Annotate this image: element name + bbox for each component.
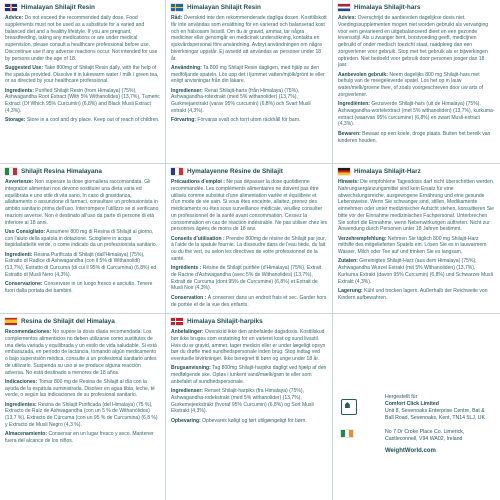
advice-paragraph [5, 15, 160, 62]
storage-paragraph [171, 418, 327, 425]
storage-paragraph [338, 131, 495, 145]
usage-text: Neem dagelijks 800 mg Shilajit-hars met behulp van de meegeleverde spatel. Los het op in lauw water/melk/groene thee, of zoals voorgeschreven door uw arts of zorgverlener. [338, 71, 484, 98]
ingredients-label: Ingrediënten: [338, 101, 370, 108]
panel-title: Hymalayenne Résine de Shilajit [187, 168, 283, 175]
storage-text: Kühl und trocken lagern. Außerhalb der Reichweite von Kindern aufbewahren. [338, 288, 488, 301]
panel-title: Himalaya Shilajit-Harz [354, 168, 421, 175]
panel-header [338, 167, 495, 176]
ingredients-text: Resina Purificata di Shilajit (dall'Himalaya) (75%), Estratto di Radice di Ashwagandha (con il 5% di Withanolidi) (13,7%), Estratto di Curcuma (di cui il 95% di Curcumina) (6,8%) ed Estratto di Musli Nero (4,3%). [5, 251, 157, 278]
advice-label: Avvertenze: [5, 179, 34, 185]
storage-text: Förvaras svalt och torrt utom räckhåll för barn. [195, 117, 301, 124]
ireland-address-row [341, 429, 494, 443]
usage-label: Uso Consigliato: [5, 228, 46, 235]
panel-header [338, 3, 495, 12]
usage-label: Verzehrempfehlung: [338, 235, 387, 242]
advice-label: Recomendaciones: [5, 329, 52, 335]
advice-text: Overschrijd de aanbevolen dagelijkse dosis niet. Voedingssupplementen mogen niet worden gebruikt als vervanging voor een gevarieerd en uitgebalanceerd dieet en een gezonde levensstijl. Als u zwanger bent, borstvoeding geeft, medicijnen gebruikt of onder medisch toezicht staat, raadpleeg dan een zorgverlener voor gebruik. Stop met het gebruik als er bijwerkingen optreden. Niet bedoeld voor gebruik door personen jonger dan 18 jaar. [338, 15, 489, 69]
advice-text: Die empfohlene Tagesdosis darf nicht überschritten werden. Nahrungsergänzungsmittel sind kein Ersatz für eine abwechslungsreiche, ausgewogene Ernährung und eine gesunde Lebensweise. Wenn Sie schwanger sind, stillen, Medikamente einnehmen oder unter medizinischer Aufsicht stehen, konsultieren Sie bitte vor der Einnahme medizinisches Fachpersonal. Unterbrechen Sie sofort die Einnahme, wenn Nebenwirkungen auftreten. Nicht zur Anwendung durch Personen unter 18 Jahren bestimmt. [338, 179, 495, 233]
advice-label: Advice: [5, 15, 24, 21]
panel-header [171, 167, 327, 176]
panel-body [171, 179, 327, 308]
ingredients-label: Ingredienser: [171, 388, 203, 395]
advice-paragraph [171, 15, 327, 62]
ingredients-label: Ingredientes: [5, 401, 37, 408]
storage-label: Storage: [5, 117, 26, 124]
ingredients-text: Renset Shilajit-harpiks (fra Himalaya) (75%), Ashwagandha-rodekstrakt (med 5% withanolider) (13,7%), Gurkemejeekstrakt (hvoraf 95% Curcumin) (6,8%) og Sort Musli Ekstrakt (4,3%). [171, 388, 314, 415]
panel-body [5, 15, 160, 124]
ireland-flag-icon [341, 430, 353, 437]
storage-label: Conservazione: [5, 281, 43, 288]
panel-title: Resina de Shilajit del Himalaya [21, 318, 115, 325]
usage-paragraph [5, 229, 160, 249]
france-flag-icon [171, 168, 183, 175]
company-name [385, 401, 494, 408]
usage-paragraph [5, 65, 160, 85]
usage-paragraph [171, 236, 327, 263]
usage-label: Indicaciones: [5, 378, 38, 385]
advice-text: No supere la dosis diaria recomendada. Los complementos alimenticios no deben utilizarse como sustitutos de una dieta variada y equilibrada y un estilo de vida saludable. Si está embarazada, en período de lactancia, tomando algún medicamento o bajo supervisión médica, consulte a un profesional sanitario antes de utilizarlo. Suspenda su uso si se produce alguna reacción adversa. No está destinado a menores de 18 años. [5, 329, 157, 376]
panel-body [5, 179, 160, 295]
panel-body [5, 329, 160, 445]
panel-french [166, 164, 333, 314]
italy-flag-icon [5, 168, 17, 175]
advice-paragraph [338, 179, 495, 233]
uk-flag-icon [5, 4, 17, 11]
usage-label: Användning: [171, 64, 202, 71]
manufacturer-info [385, 394, 494, 422]
storage-paragraph [5, 281, 160, 295]
company-name-text: Comfort Click Limited [385, 400, 439, 407]
ingredients-text: Renat Shilajit-harts (från Himalaya) (75%), Ashwagandha-rotextrakt (med 5% withanolider) (13,7%), Gurkmejaextrakt (varav 95% curcumin) (6,8%) och Svart Musli extrakt (4,3%). [171, 87, 311, 114]
storage-label: Almacenamiento: [5, 431, 48, 438]
panel-body [171, 15, 327, 124]
ingredients-label: Ingrédients : [171, 265, 202, 272]
panel-dutch [333, 0, 500, 164]
germany-flag-icon [338, 168, 350, 175]
ingredients-paragraph [171, 265, 327, 292]
usage-paragraph [338, 236, 495, 256]
panel-italian [0, 164, 166, 314]
usage-text: Ta 800 mg Shilajit Resin dagligen, med hjälp av den medföljande spateln. Lös upp det i ljummet vatten/mjölk/grönt te eller enligt anvisningar från din läkare. [171, 64, 325, 85]
advice-paragraph [171, 179, 327, 233]
panel-english [0, 0, 166, 164]
storage-label: Conservation : [171, 294, 207, 301]
panel-title: Himalayan Shilajit Resin [21, 4, 95, 11]
advice-text: Overskrid ikke den anbefalede dagsdosis. Kosttilskud bør ikke bruges som erstatning for en varieret kost og sund livsstil. Hvis du er gravid, ammer, tager medicin eller er under lægeligt opsyn bør du drøfte med sundhedspersonale inden brug. Stop indtag ved eventuelle bivirkninger. Ikke beregnet til børn og unge under 18 år. [171, 329, 326, 362]
advice-text: Non superare la dose giornaliera raccomandata. Gli integratori alimentari non devono sostituire una dieta varia ed equilibrata e uno stile di vita sano. In caso di gravidanza, allattamento o assunzione di farmaci, consultare un professionista in ambito sanitario prima dell'uso. Interrompere l'utilizzo se si verificano reazioni avverse. Non è destinato all'uso da parte di persone di età inferiore ai 18 anni. [5, 179, 159, 226]
netherlands-flag-icon [338, 4, 350, 11]
advice-paragraph [5, 179, 160, 226]
usage-paragraph [171, 65, 327, 85]
advice-label: Hinweis: [338, 179, 359, 185]
storage-label: Opbevaring: [171, 417, 201, 424]
ingredients-text: Purified Shilajit Resin (from Himalaya) (75%), Ashwagandha Root Extract (With 5% Withanolides) (13,7%), Tumeric Extract (Of Which 95% Curcumin) (6,8%) and Black Musli Extract (4,3%). [5, 87, 160, 114]
ingredients-paragraph [171, 88, 327, 115]
storage-text: Conservare in un luogo fresco e asciutto. Tenere fuori dalla portata dei bambini. [5, 281, 153, 295]
advice-text: Ne pas dépasser la dose quotidienne recommandée. Les compléments alimentaires ne doivent pas être utilisés comme substitut d'une alimentation variée et équilibrée et d'un mode de vie sain. Si vous êtes enceinte, allaitez, prenez des médicaments ou êtes sous surveillance médicale, veuillez consulter un professionnel de la santé avant consommation. Cessez la consommation en cas de réaction indésirable. Ne pas utiliser chez les personnes âgées de moins de 18 ans. [171, 179, 327, 233]
ingredients-label: Ingredienti: [5, 251, 33, 258]
panel-danish [166, 314, 333, 500]
usage-paragraph [338, 72, 495, 99]
panel-german [333, 164, 500, 314]
usage-text: Assumere 800 mg di Resina di Shilajit al giorno, con l'aiuto della spatola in dotazione. Sciogliere in acqua tiepida/latte/tè verde, o come indicato da un professionista sanitario. [5, 228, 158, 249]
storage-paragraph [338, 288, 495, 302]
panel-body [338, 15, 495, 144]
storage-text: Bewaar op een koele, droge plaats. Buiten het bereik van kinderen houden. [338, 130, 491, 144]
panel-header [171, 3, 327, 12]
ingredients-paragraph [5, 252, 160, 279]
usage-text: Tomar 800 mg de Resina de Shilajit al día con la ayuda de la espátula suministrada. Disolver en agua tibia, leche, té verde, o según las indicaciones de su profesional sanitario. [5, 378, 155, 399]
panel-header [5, 3, 160, 12]
usage-paragraph [5, 379, 160, 399]
storage-label: Bewaren: [338, 130, 361, 137]
advice-text: Överskrid inte den rekommenderade dagliga dosen. Kosttillskott får inte användas som ersättning för en varierad och balanserad kost och en hälsosam livsstil. Om du är gravid, ammar, tar några mediciner eller genomgår en medicinsk undersökning, kontakta en sjukvårdspersonal före användning. Avbryt användningen om några biverkningar uppstår. Ej avsedd att användas av personer under 18 år. [171, 15, 327, 62]
ingredients-text: Resina de Shilajit Purificada (del Himalaya) (75 %), Extracto de Raíz de Ashwagandha (con un 5 % de Withanólidos) (13,7 %), Extracto de Cúrcuma (con un 95 % de Curcumina) (6,8 %) y Extracto de Musli Negro (4,3 %). [5, 401, 158, 428]
panel-body [338, 179, 495, 302]
storage-paragraph [171, 117, 327, 124]
usage-label: Aanbevolen gebruik: [338, 71, 388, 78]
website-link[interactable]: WeightWorld.com [385, 448, 436, 455]
ingredients-label: Zutaten: [338, 258, 358, 265]
storage-text: À conserver dans un endroit frais et sec. Garder hors de portée et de la vue des enfants. [171, 294, 327, 308]
storage-paragraph [5, 117, 160, 124]
storage-text: Store in a cool and dry place. Keep out of reach of children. [25, 117, 160, 124]
panel-title: Himalayan Shilajit Resin [187, 4, 261, 11]
storage-label: Förvaring: [171, 117, 196, 124]
ingredients-paragraph [5, 88, 160, 115]
ireland-address: No 7 Dr Croke Place Co. Limerick, Castleconnell, V94 WA02, Ireland [385, 428, 465, 442]
usage-text: Tag 800mg Shilajit-harpiks dagligt ved hjælp af den medfølgende ske. Opløs i lunkent vand/mælk/grøn te eller som anbefalet af sundhedspersonale. [171, 365, 327, 385]
usage-text: Prendre 800mg de résine de Shilajit par jour, à l'aide de la spatule fournie. La dissoudre dans de l'eau tiède, du lait ou du thé vert, ou selon les directives de votre professionnel de la santé. [171, 235, 326, 262]
usage-paragraph [171, 365, 327, 385]
advice-paragraph [5, 329, 160, 376]
panel-header [171, 317, 327, 326]
panel-title: Himalaya Shilajit-harpiks [187, 318, 263, 325]
advice-label: Råd: [171, 15, 183, 21]
ingredients-paragraph [338, 258, 495, 285]
storage-text: Opbevares køligt og tørt utilgængeligt for børn. [200, 417, 307, 424]
ingredients-label: Ingredienser: [171, 87, 203, 94]
usage-label: Conseils d'utilisation : [171, 235, 225, 242]
panel-spanish [0, 314, 166, 500]
advice-label: Advies: [338, 15, 357, 21]
factory-icon [341, 399, 357, 415]
uk-address: Unit 8, Sevenoaks Enterprise Centre, Bat & Ball Road, Sevenoaks, Kent, TN14 5LJ, UK [385, 407, 485, 421]
panel-manufacturer [333, 314, 500, 500]
storage-paragraph [5, 431, 160, 445]
usage-label: Brugsanvisning: [171, 365, 211, 372]
usage-label: Suggested Use: [5, 64, 44, 71]
ingredients-text: Gezuiverde Shilajit-hars (uit de Himalaya) (75%), Ashwagandha-wortelextract (met 5% withanoliden) (13,7%), kurkuma-extract (waarvan 95% curcumine) (6,8%) en zwart Musli-extract (4,3%). [338, 101, 495, 128]
advice-label: Précautions d'emploi : [171, 179, 225, 185]
advice-text: Do not exceed the recommended daily dose. Food supplements must not be used as a substitute for a varied and balanced diet and a healthy lifestyle. If you are pregnant, breastfeeding, taking any medications or are under medical supervision, please consult a healthcare professional before use. Discontinue use if any adverse reactions occur. Not intended for use by persons under the age of 18. [5, 15, 158, 62]
panel-swedish [166, 0, 333, 164]
ingredients-paragraph [5, 402, 160, 429]
ingredients-text: Gereinigtes Shilajit-Harz (aus dem Himalaya) (75%), Ashwagandha Wurzel Extrakt (mit 5% Withanoliden) (13,7%), Kurkuma Extrakt (davon 95% Curcumin) (6,8%) und Schwarzer Musli Extrakt (4,3%). [338, 258, 493, 285]
panel-body [171, 329, 327, 425]
panel-header [5, 167, 160, 176]
denmark-flag-icon [171, 318, 183, 325]
usage-text: Take 800mg of Shilajit Resin daily, with the help of the spatula provided. Dissolve it in lukewarm water / milk / green tea, or as directed by your healthcare professional. [5, 64, 159, 85]
advice-paragraph [338, 15, 495, 69]
panel-header [5, 317, 160, 326]
ingredients-label: Ingredients: [5, 87, 34, 94]
spain-flag-icon [5, 318, 17, 325]
sweden-flag-icon [171, 4, 183, 11]
storage-text: Conservar en un lugar fresco y seco. Mantener fuera del alcance de los niños. [5, 431, 154, 445]
panel-title: Shilajit Resina Himalayana [21, 168, 102, 175]
ingredients-paragraph [338, 101, 495, 128]
storage-label: Lagerung: [338, 288, 363, 295]
panel-title: Himalaya Shilajit-hars [354, 4, 421, 11]
manufactured-for-label: Hergestellt für [385, 394, 418, 400]
advice-label: Anbefalinger: [171, 329, 204, 335]
usage-text: Nehmen Sie täglich 800 mg Shilajit-Harz mithilfe des mitgelieferten Spatels ein. Lösen Sie es in lauwarmem Wasser, Milch oder Tee auf und trinken Sie es langsam. [338, 235, 487, 256]
ingredients-paragraph [171, 388, 327, 415]
storage-paragraph [171, 295, 327, 309]
ingredients-text: Résine de Shilajit purifiée (d'Himalaya) (75%), Extrait de Racine d'Ashwagandha (avec 5% de Withanolides) (13,7%), Extrait de Curcuma (dont 95% de Curcumine) (6,8%) et Extrait de Musli Noir (4,3%). [171, 265, 322, 292]
advice-paragraph [171, 329, 327, 363]
